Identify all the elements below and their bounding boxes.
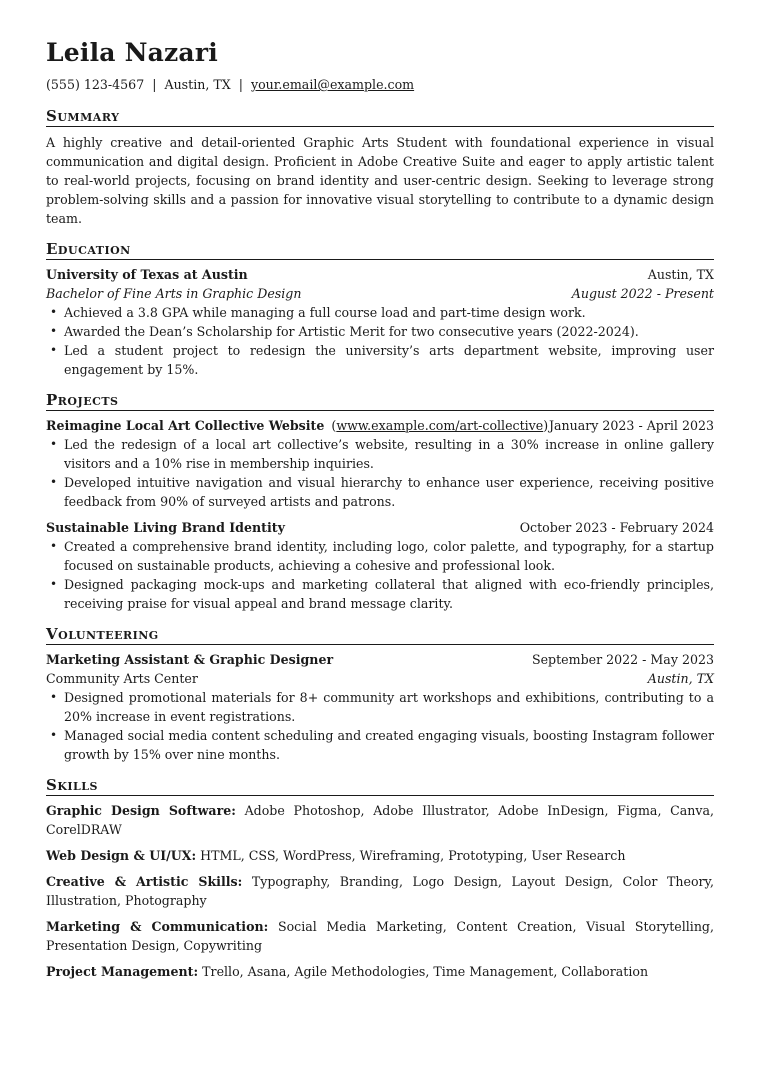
phone-number: (555) 123-4567: [46, 77, 145, 92]
candidate-name: Leila Nazari: [46, 38, 218, 67]
projects-section: [46, 391, 714, 613]
skill-row: [46, 846, 714, 865]
link-close-paren: ): [543, 418, 549, 433]
list-item: • Developed intuitive navigation and visual hierarchy to enhance user experience, receiving positive feedback from 90% of surveyed artists and patrons.: [64, 473, 714, 511]
project-link[interactable]: www.example.com/art-collective: [336, 418, 544, 433]
skill-label: Graphic Design Software:: [46, 803, 236, 818]
skills-section: [46, 776, 714, 981]
skill-label: Project Management:: [46, 964, 199, 979]
summary-text: A highly creative and detail-oriented Graphic Arts Student with foundational experience in visual communication and digital design. Proficient in Adobe Creative Suite and eager to apply artistic talent to real-world projects, focusing on brand identity and user-centric design. Seeking to leverage strong problem-solving skills and a passion for innovative visual storytelling to contribute to a dynamic design team.: [46, 135, 714, 226]
list-item: • Awarded the Dean’s Scholarship for Artistic Merit for two consecutive years (2022-2024).: [64, 322, 714, 341]
skill-value: Adobe Photoshop, Adobe Illustrator, Adobe InDesign, Figma, Canva, CorelDRAW: [46, 803, 714, 837]
skill-value: Typography, Branding, Logo Design, Layout Design, Color Theory, Illustration, Photography: [46, 874, 714, 908]
separator: |: [238, 77, 243, 92]
degree: Bachelor of Fine Arts in Graphic Design: [46, 286, 302, 301]
skill-label: Creative & Artistic Skills:: [46, 874, 243, 889]
skill-row: [46, 917, 714, 955]
school-location: Austin, TX: [647, 267, 714, 282]
project-dates: January 2023 - April 2023: [548, 418, 714, 433]
project-name: Sustainable Living Brand Identity: [46, 520, 285, 535]
volunteer-dates: September 2022 - May 2023: [531, 652, 714, 667]
summary-section: [46, 107, 714, 228]
skill-value: Social Media Marketing, Content Creation, Visual Storytelling, Presentation Design, Copywriting: [46, 919, 714, 953]
section-title-summary: Summary: [46, 107, 714, 127]
list-item: • Achieved a 3.8 GPA while managing a full course load and part-time design work.: [64, 303, 714, 322]
volunteering-subheader: [46, 669, 714, 688]
section-title-projects: Projects: [46, 391, 714, 411]
contact-line: [46, 76, 714, 93]
section-title-skills: Skills: [46, 776, 714, 796]
volunteering-section: [46, 625, 714, 764]
volunteer-org: Community Arts Center: [46, 671, 198, 686]
education-section: [46, 240, 714, 379]
volunteer-role: Marketing Assistant & Graphic Designer: [46, 652, 334, 667]
skill-label: Web Design & UI/UX:: [46, 848, 197, 863]
education-header: [46, 265, 714, 284]
location: Austin, TX: [164, 77, 231, 92]
volunteer-location: Austin, TX: [647, 671, 714, 686]
skill-label: Marketing & Communication:: [46, 919, 269, 934]
skill-value: HTML, CSS, WordPress, Wireframing, Prototyping, User Research: [200, 848, 626, 863]
section-title-volunteering: Volunteering: [46, 625, 714, 645]
project-header: [46, 416, 714, 435]
email-link[interactable]: your.email@example.com: [250, 77, 415, 92]
list-item: • Led the redesign of a local art collective’s website, resulting in a 30% increase in online gallery visitors and a 10% rise in membership inquiries.: [64, 435, 714, 473]
education-subheader: [46, 284, 714, 303]
separator: |: [152, 77, 157, 92]
skill-row: [46, 801, 714, 839]
volunteering-header: [46, 650, 714, 669]
skill-row: [46, 962, 714, 981]
project-name: Reimagine Local Art Collective Website: [46, 418, 325, 433]
skill-value: Trello, Asana, Agile Methodologies, Time Management, Collaboration: [202, 964, 649, 979]
volunteering-bullets: [46, 688, 714, 764]
project-bullets: [46, 537, 714, 613]
list-item: • Designed packaging mock-ups and marketing collateral that aligned with eco-friendly principles, receiving praise for visual appeal and brand message clarity.: [64, 575, 714, 613]
project-header: [46, 518, 714, 537]
project-dates: October 2023 - February 2024: [519, 520, 714, 535]
education-bullets: [46, 303, 714, 379]
list-item: • Designed promotional materials for 8+ community art workshops and exhibitions, contributing to a 20% increase in event registrations.: [64, 688, 714, 726]
education-dates: August 2022 - Present: [571, 286, 714, 301]
list-item: • Created a comprehensive brand identity, including logo, color palette, and typography, for a startup focused on sustainable products, achieving a cohesive and professional look.: [64, 537, 714, 575]
list-item: • Managed social media content scheduling and created engaging visuals, boosting Instagram follower growth by 15% over nine months.: [64, 726, 714, 764]
skill-row: [46, 872, 714, 910]
section-title-education: Education: [46, 240, 714, 260]
school-name: University of Texas at Austin: [46, 267, 248, 282]
link-open-paren: (: [331, 418, 337, 433]
list-item: • Led a student project to redesign the university’s arts department website, improving user engagement by 15%.: [64, 341, 714, 379]
project-bullets: [46, 435, 714, 511]
